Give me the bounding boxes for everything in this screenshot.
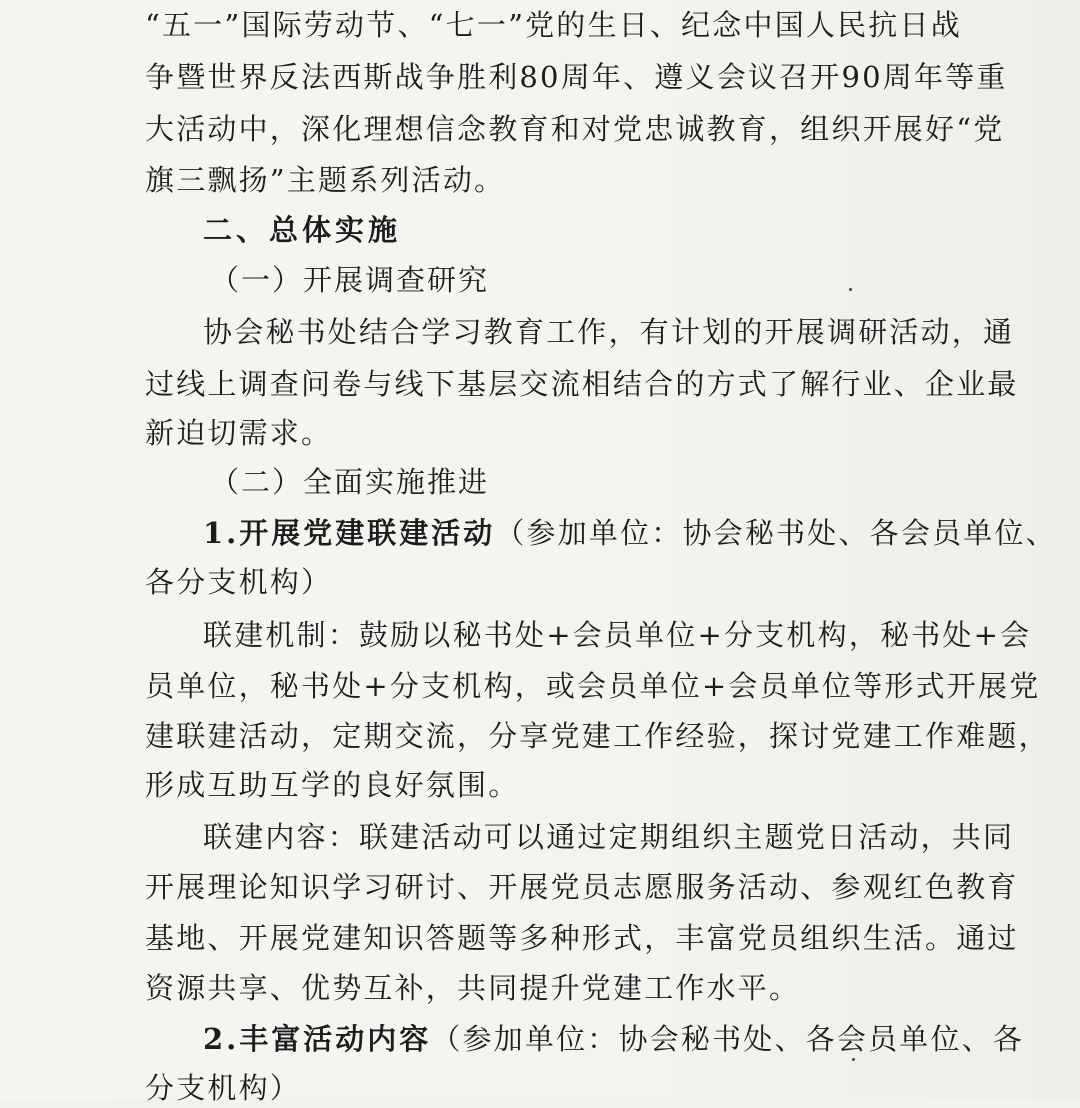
text-line: 基地、开展党建知识答题等多种形式，丰富党员组织生活。通过: [145, 921, 1019, 955]
subsection-heading: （一）开展调查研究: [210, 263, 490, 297]
text-line: 员单位，秘书处+分支机构，或会员单位+会员单位等形式开展党: [145, 669, 1041, 703]
item-participants: （参加单位：协会秘书处、各会员单位、各: [431, 1022, 1025, 1056]
text-line: 各分支机构）: [145, 565, 333, 599]
text-line: 形成互助互学的良好氛围。: [145, 768, 520, 802]
text-line: 联建机制：鼓励以秘书处+会员单位+分支机构，秘书处+会: [203, 618, 1032, 652]
text-line: 争暨世界反法西斯战争胜利80周年、遵义会议召开90周年等重: [145, 60, 1008, 94]
text-line: “五一”国际劳动节、“七一”党的生日、纪念中国人民抗日战: [145, 8, 962, 42]
text-line: 资源共享、优势互补，共同提升党建工作水平。: [145, 971, 801, 1005]
list-item-heading: [203, 1019, 1024, 1059]
scan-speck: [852, 1058, 855, 1061]
text-line: 过线上调查问卷与线下基层交流相结合的方式了解行业、企业最: [145, 367, 1019, 401]
subsection-heading: （二）全面实施推进: [210, 465, 490, 499]
section-heading: 二、总体实施: [203, 213, 402, 247]
text-line: 旗三飘扬”主题系列活动。: [145, 163, 506, 197]
list-item-heading: [203, 513, 1057, 553]
text-line: 建联建活动，定期交流，分享党建工作经验，探讨党建工作难题，: [145, 719, 1050, 753]
text-line: 开展理论知识学习研讨、开展党员志愿服务活动、参观红色教育: [145, 870, 1019, 904]
text-line: 协会秘书处结合学习教育工作，有计划的开展调研活动，通: [203, 315, 1015, 349]
item-participants: （参加单位：协会秘书处、各会员单位、: [495, 516, 1057, 550]
text-line: 联建内容：联建活动可以通过定期组织主题党日活动，共同: [203, 820, 1015, 854]
text-line: 大活动中，深化理想信念教育和对党忠诚教育，组织开展好“党: [145, 112, 1005, 146]
text-line: 分支机构）: [145, 1071, 302, 1105]
scan-speck: [849, 288, 852, 291]
text-line: 新迫切需求。: [145, 416, 333, 450]
item-title: 2.丰富活动内容: [203, 1022, 432, 1056]
item-title: 1.开展党建联建活动: [203, 516, 496, 550]
